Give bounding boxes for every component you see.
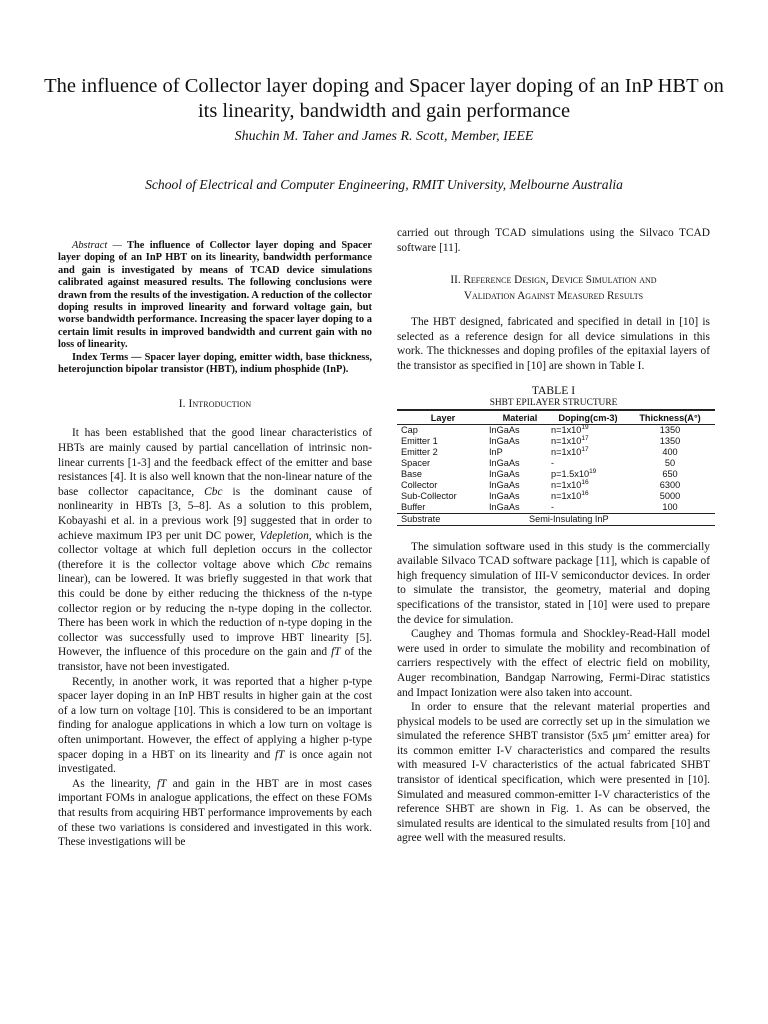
text-run: , which is the collector voltage at which full depletion occurs in the collector (therefore it is the collector voltage above which (58, 529, 373, 571)
cell-material: InP (489, 446, 503, 457)
table-row (397, 502, 715, 514)
cell-substrate-value: Semi-Insulating InP (489, 513, 715, 525)
vdepletion-symbol: Vdepletion (259, 529, 309, 542)
doping-exponent: 17 (581, 445, 589, 453)
table-row (397, 491, 715, 502)
section-2-paragraph-4 (397, 700, 710, 846)
doping-base: n=1x10 (551, 435, 582, 446)
abstract-lead: Abstract — (72, 240, 122, 251)
doping-base: n=1x10 (551, 446, 582, 457)
table-row (397, 424, 715, 436)
table-row (397, 447, 715, 458)
superscript: 2 (627, 729, 631, 737)
table-row (397, 436, 715, 447)
doping-exponent: 19 (581, 423, 589, 431)
paper-affiliation: School of Electrical and Computer Engineering, RMIT University, Melbourne Australia (145, 177, 623, 192)
cell-thickness: 50 (664, 457, 676, 468)
abstract (58, 240, 372, 352)
text-run: of the transistor, have not been investigated. (58, 646, 372, 673)
epilayer-table (397, 409, 715, 526)
index-terms: Index Terms — Spacer layer doping, emitter width, base thickness, heterojunction bipolar transistor (HBT), indium phosphide (InP). (58, 351, 372, 376)
section-2-paragraph-2: The simulation software used in this study is the commercially available Silvaco TCAD software package [11], which is capable of high frequency simulation of III-V semiconductor devices. In order to simulate the transistor, the geometry, material and doping specifications of the transistor, stated in [10] were used to prepare the device for simulation. (397, 540, 710, 626)
doping-base: n=1x10 (551, 490, 582, 501)
table-header-row (397, 410, 715, 425)
header-doping: Doping(cm-3) (551, 410, 625, 425)
doping-base: p=1.5x10 (551, 468, 590, 479)
cell-layer: Emitter 1 (401, 435, 438, 446)
section-2-heading-line-2: Validation Against Measured Results (463, 290, 644, 303)
cell-thickness: 400 (662, 446, 678, 457)
section-2-paragraph-3: Caughey and Thomas formula and Shockley-Read-Hall model were used in order to simulate the mobility and recombination of carriers respectively with the effect of electric field on mobility, Auger recombination, Bandgap Narrowing, Fermi-Dirac statistics and Impact Ionization were also taken into account. (397, 628, 710, 699)
section-2-heading-line-1: II. Reference Design, Device Simulation and (450, 274, 657, 287)
section-1-title: Introduction (188, 398, 252, 411)
cell-thickness: 6300 (659, 479, 681, 490)
table-row (397, 458, 715, 469)
cell-material: InGaAs (489, 479, 520, 490)
text-run: As the linearity, (72, 777, 158, 790)
header-thickness: Thickness(A°) (625, 410, 715, 425)
doping-base: - (551, 457, 555, 468)
doping-exponent: 16 (581, 478, 589, 486)
ft-symbol: fT (274, 748, 285, 761)
cell-thickness: 5000 (659, 490, 681, 501)
text-run: is the dominant cause of nonlinearity in HBTs [3, 5–8]. As a solution to this problem, Kobayashi et al. in a previous work [9] suggested that in order to achieve maximum IP3 per unit DC power, (58, 485, 373, 542)
abstract-text: The influence of Collector layer doping and Spacer layer doping of an InP HBT on its linearity, bandwidth performance and gain is investigated by means of TCAD device simulations calibrated against measured results. The following conclusions were drawn from the results of the investigation. A reduction of the collector doping results in improved linearity and forward voltage gain, but worse bandwidth performance. Increasing the spacer layer doping to a certain limit results in improved bandwidth and current gain with no loss of linearity. (58, 240, 372, 351)
intro-paragraph-3 (58, 777, 372, 850)
section-1-number: I. (178, 398, 186, 411)
text-run: is once again not investigated. (58, 748, 373, 776)
cell-layer: Cap (401, 424, 418, 435)
doping-base: n=1x10 (551, 479, 582, 490)
left-column (58, 226, 372, 850)
section-1-heading (58, 398, 372, 410)
cell-layer: Buffer (401, 501, 426, 512)
cell-material: InGaAs (489, 501, 520, 512)
cell-thickness: 100 (662, 501, 678, 512)
cell-material: InGaAs (489, 457, 520, 468)
text-run: Recently, in another work, it was reported that a higher p-type spacer layer doping in an InP HBT results in higher gain at the cost of a low turn on voltage [10]. This is considered to be an important finding for analogue applications in which a low turn on voltage is often unimportant. However, the effect of applying a higher p-type spacer doping in a HBT on its linearity and (58, 675, 372, 761)
doping-base: n=1x10 (551, 424, 582, 435)
cell-layer: Collector (401, 479, 438, 490)
text-run: remains linear), can be lowered. It was briefly suggested in that work that this could be done by either reducing the thickness of the n-type collector region or by reducing the n-type doping in the collector. There has been work in which the reduction of n-type doping in the collector was successfully used to improve HBT linearity [5]. However, the influence of this procedure on the gain and (58, 558, 372, 659)
text-run: and gain in the HBT are in most cases important FOMs in analogue applications, the effect on these FOMs that results from acquiring HBT performance improvements by each of these two variations is considered and investigated in this work. These investigations will be (58, 777, 372, 849)
cell-material: InGaAs (489, 468, 520, 479)
ft-symbol: fT (157, 777, 167, 790)
section-2-paragraph-1: The HBT designed, fabricated and specified in detail in [10] is selected as a reference design for all device simulations in this work. The thicknesses and doping profiles of the epitaxial layers of the transistor as specified in [10] are shown in Table I. (397, 316, 710, 372)
cell-layer: Spacer (401, 457, 431, 468)
cell-layer: Sub-Collector (401, 490, 457, 501)
right-column (397, 226, 710, 846)
paper-authors: Shuchin M. Taher and James R. Scott, Member, IEEE (234, 129, 534, 144)
cell-substrate-label: Substrate (397, 513, 489, 525)
cbc-symbol: Cbc (204, 485, 223, 498)
cell-doping (551, 447, 625, 458)
doping-exponent: 19 (589, 467, 597, 475)
cell-material: InGaAs (489, 435, 520, 446)
text-run: It has been established that the good linear characteristics of HBTs are mainly caused by partial cancellation of intrinsic non-linear currents [1-3] and the feedback effect of the emitter and base resistances [4]. It is also well known that the non-linear nature of the base collector capacitance, (58, 427, 372, 498)
cell-layer: Base (401, 468, 422, 479)
section-2-heading (397, 272, 710, 304)
cbc-symbol: Cbc (311, 558, 330, 571)
cell-thickness: 1350 (659, 435, 681, 446)
doping-exponent: 17 (581, 434, 589, 442)
cell-doping (551, 491, 625, 502)
table-row-substrate (397, 513, 715, 525)
right-paragraph-0: carried out through TCAD simulations using the Silvaco TCAD software [11]. (397, 227, 710, 254)
cell-doping (551, 458, 625, 469)
cell-material: InGaAs (489, 424, 520, 435)
table-row (397, 469, 715, 480)
ft-symbol: fT (331, 646, 341, 659)
intro-paragraph-1 (58, 426, 372, 674)
cell-material: InGaAs (489, 490, 520, 501)
text-run: In order to ensure that the relevant material properties and physical models to be used are correctly set up in the simulation we simulated the reference SHBT transistor (5x5 μm (397, 701, 710, 743)
header-material: Material (489, 410, 551, 425)
cell-doping (551, 502, 625, 514)
paper-title: The influence of Collector layer doping and Spacer layer doping of an InP HBT on its linearity, bandwidth and gain performance (44, 75, 724, 122)
text-run: emitter area) for its common emitter I-V characteristics and compared the results with measured I-V characteristics of the actual fabricated SHBT transistor of identical specification, which were presented in [10]. Simulated and measured common-emitter I-V characteristics of the reference SHBT are shown in Fig. 1. As can be observed, the simulated results are identical to the simulated results from [10] and agree well with the measured results. (397, 730, 710, 845)
cell-layer: Emitter 2 (401, 446, 438, 457)
cell-thickness: 650 (662, 468, 678, 479)
cell-thickness: 1350 (659, 424, 681, 435)
header-layer: Layer (397, 410, 489, 425)
doping-base: - (551, 501, 555, 512)
table-title: TABLE I (531, 383, 576, 397)
table-subtitle: SHBT EPILAYER STRUCTURE (489, 397, 618, 408)
doping-exponent: 16 (581, 489, 589, 497)
table-row (397, 480, 715, 491)
intro-paragraph-2 (58, 675, 372, 777)
